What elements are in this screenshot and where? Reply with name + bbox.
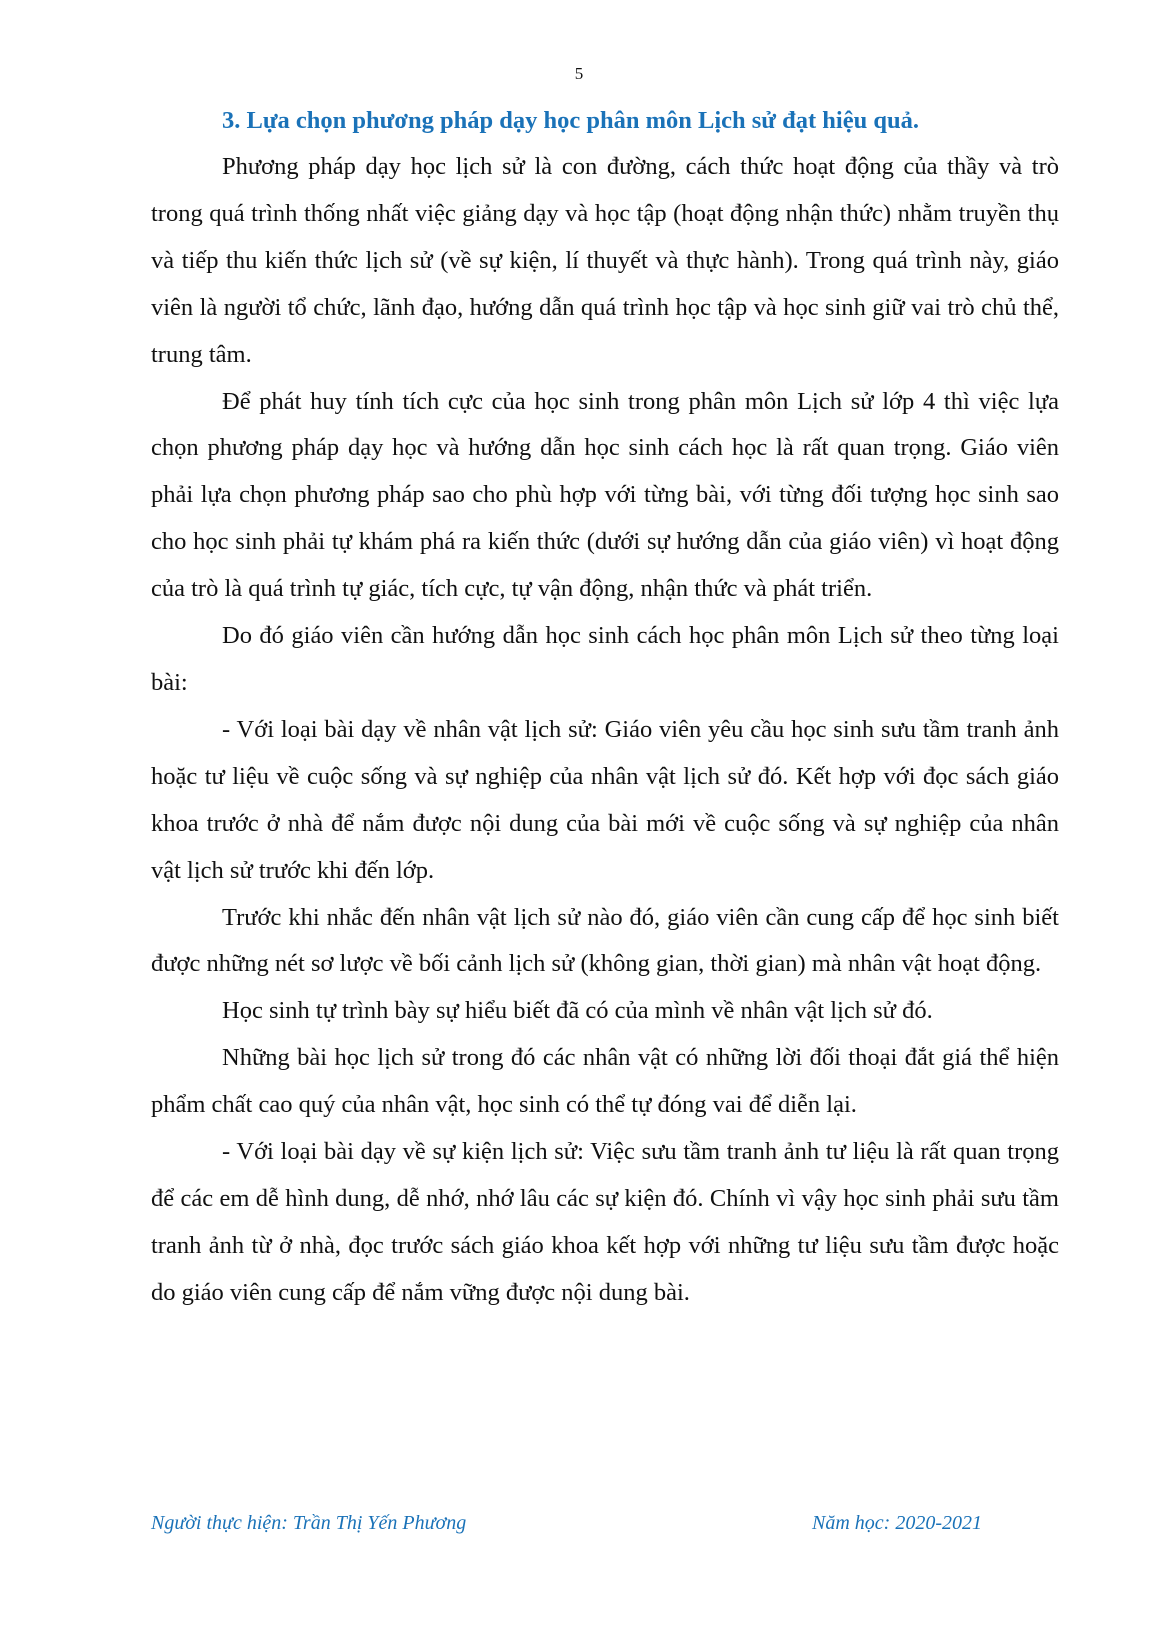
paragraph: Để phát huy tính tích cực của học sinh trong phân môn Lịch sử lớp 4 thì việc lựa chọn phương pháp dạy học và hướng dẫn học sinh cách học là rất quan trọng. Giáo viên phải lựa chọn phương pháp sao cho phù hợp với từng bài, với từng đối tượng học sinh sao cho học sinh phải tự khám phá ra kiến thức (dưới sự hướng dẫn của giáo viên) vì hoạt động của trò là quá trình tự giác, tích cực, tự vận động, nhận thức và phát triển.	[151, 387, 1059, 603]
paragraph: Trước khi nhắc đến nhân vật lịch sử nào đó, giáo viên cần cung cấp để học sinh biết được những nét sơ lược về bối cảnh lịch sử (không gian, thời gian) mà nhân vật hoạt động.	[151, 903, 1059, 978]
paragraph: Những bài học lịch sử trong đó các nhân vật có những lời đối thoại đắt giá thể hiện phẩm chất cao quý của nhân vật, học sinh có thể tự đóng vai để diễn lại.	[151, 1044, 1059, 1119]
page-number: 5	[574, 64, 584, 83]
document-body	[151, 98, 1059, 1317]
section-heading: 3. Lựa chọn phương pháp dạy học phân môn Lịch sử đạt hiệu quả.	[222, 107, 919, 134]
footer-author: Người thực hiện: Trần Thị Yến Phương	[151, 1512, 467, 1534]
paragraph: - Với loại bài dạy về sự kiện lịch sử: Việc sưu tầm tranh ảnh tư liệu là rất quan trọng để các em dễ hình dung, dễ nhớ, nhớ lâu các sự kiện đó. Chính vì vậy học sinh phải sưu tầm tranh ảnh từ ở nhà, đọc trước sách giáo khoa kết hợp với những tư liệu sưu tầm được hoặc do giáo viên cung cấp để nắm vững được nội dung bài.	[151, 1138, 1059, 1306]
footer-school-year: Năm học: 2020-2021	[812, 1512, 982, 1534]
paragraph: - Với loại bài dạy về nhân vật lịch sử: Giáo viên yêu cầu học sinh sưu tầm tranh ảnh hoặc tư liệu về cuộc sống và sự nghiệp của nhân vật lịch sử đó. Kết hợp với đọc sách giáo khoa trước ở nhà để nắm được nội dung của bài mới về cuộc sống và sự nghiệp của nhân vật lịch sử trước khi đến lớp.	[151, 715, 1059, 884]
paragraph: Phương pháp dạy học lịch sử là con đường, cách thức hoạt động của thầy và trò trong quá trình thống nhất việc giảng dạy và học tập (hoạt động nhận thức) nhằm truyền thụ và tiếp thu kiến thức lịch sử (về sự kiện, lí thuyết và thực hành). Trong quá trình này, giáo viên là người tổ chức, lãnh đạo, hướng dẫn quá trình học tập và học sinh giữ vai trò chủ thể, trung tâm.	[151, 153, 1059, 368]
paragraph: Học sinh tự trình bày sự hiểu biết đã có của mình về nhân vật lịch sử đó.	[222, 997, 933, 1025]
paragraph: Do đó giáo viên cần hướng dẫn học sinh cách học phân môn Lịch sử theo từng loại bài:	[151, 622, 1059, 696]
